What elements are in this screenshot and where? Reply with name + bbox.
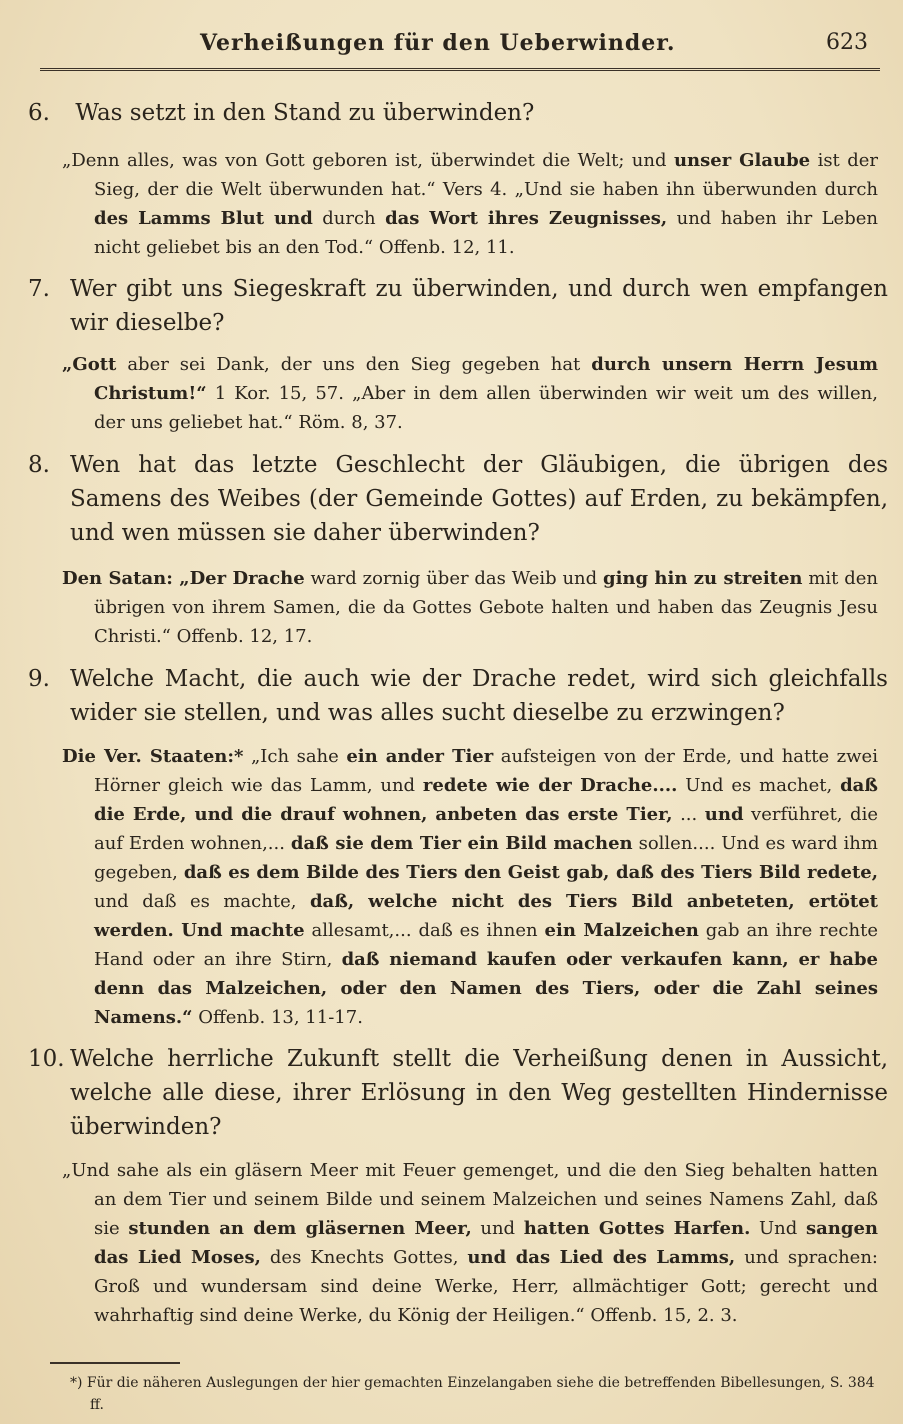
answer-text: und haben ihr Leben nicht geliebet bis an den Tod.“: [94, 208, 878, 258]
answer-text: des Knechts Gottes,: [269, 1247, 459, 1268]
answer-emphasis: sangen das Lied Moses,: [94, 1218, 878, 1268]
question-number: 8.: [28, 452, 50, 478]
answer-emphasis: redete wie der Drache....: [422, 775, 678, 796]
question-text: Wen hat das letzte Geschlecht der Gläubigen, die übrigen des Samens des Weibes (der Gemeinde Gottes) auf Erden, zu bekämpfen, und wen müssen sie daher überwinden?: [70, 452, 888, 546]
answer-text: „Aber in dem allen überwinden wir weit um des willen, der uns geliebet hat.“: [94, 383, 878, 433]
answer-emphasis: Den Satan: „Der Drache: [62, 568, 305, 589]
answer-text: ...: [680, 804, 698, 825]
question-number: 10.: [28, 1046, 65, 1072]
answer-text: sollen.... Und es ward ihm gegeben,: [94, 833, 878, 883]
question-text: Welche Macht, die auch wie der Drache redet, wird sich gleichfalls wider sie stellen, und was alles sucht dieselbe zu erzwingen?: [70, 666, 888, 726]
footnote: [50, 1372, 880, 1416]
page-header: [0, 24, 903, 64]
scripture-reference: Offenb. 15, 2. 3.: [590, 1305, 738, 1326]
answer-emphasis: Die Ver. Staaten:*: [62, 746, 244, 767]
answer-text: und daß es machte,: [94, 891, 297, 912]
answer-emphasis: daß es dem Bilde des Tiers den Geist gab, daß des Tiers Bild redete,: [183, 862, 878, 883]
answer-emphasis: daß, welche nicht des Tiers Bild anbeteten, ertötet werden. Und machte: [94, 891, 878, 941]
answer-text: allesamt,... daß es ihnen: [311, 920, 538, 941]
footnote-rule: [50, 1362, 180, 1364]
answer-emphasis: daß die Erde, und die drauf wohnen, anbeten das erste Tier,: [94, 775, 878, 825]
answer-emphasis: stunden an dem gläsernen Meer,: [128, 1218, 472, 1239]
page-number: 623: [826, 30, 868, 55]
question-text: Welche herrliche Zukunft stellt die Verheißung denen in Aussicht, welche alle diese, ihrer Erlösung in den Weg gestellten Hindernisse überwinden?: [70, 1046, 888, 1140]
answer-text: „Ich sahe: [250, 746, 339, 767]
answer-emphasis: hatten Gottes Harfen.: [523, 1218, 751, 1239]
question-7: [28, 272, 888, 340]
answer-text: durch: [322, 208, 376, 229]
answer-text: mit den übrigen von ihrem Samen, die da Gottes Gebote halten und haben das Zeugnis Jesu Christi.“: [94, 568, 878, 647]
question-8: [28, 448, 888, 550]
answer-8: [62, 564, 878, 651]
answer-emphasis: daß niemand kaufen oder verkaufen kann, er habe denn das Malzeichen, oder den Namen des Tiers, oder die Zahl seines Namens.“: [94, 949, 878, 1028]
question-text: Wer gibt uns Siegeskraft zu überwinden, und durch wen empfangen wir dieselbe?: [70, 276, 888, 336]
answer-text: Und es machet,: [685, 775, 833, 796]
answer-emphasis: und: [704, 804, 744, 825]
answer-text: aufsteigen von der Erde, und hatte zwei Hörner gleich wie das Lamm, und: [94, 746, 878, 796]
scripture-reference: Offenb. 12, 11.: [378, 237, 515, 258]
header-rule: [40, 68, 880, 71]
scripture-reference: Offenb. 13, 11-17.: [198, 1007, 363, 1028]
question-6: [28, 96, 888, 130]
answer-emphasis: unser Glaube: [673, 150, 811, 171]
answer-text: verführet, die auf Erden wohnen,...: [94, 804, 878, 854]
answer-text: „Denn alles, was von Gott geboren ist, überwindet die Welt; und: [62, 150, 667, 171]
question-number: 7.: [28, 276, 50, 302]
answer-text: ward zornig über das Weib und: [310, 568, 598, 589]
answer-text: aber sei Dank, der uns den Sieg gegeben hat: [127, 354, 581, 375]
answer-text: ist der Sieg, der die Welt überwunden hat.“ Vers 4. „Und sie haben ihn überwunden durch: [94, 150, 878, 200]
question-10: [28, 1042, 888, 1144]
answer-emphasis: durch unsern Herrn Jesum Christum!“: [94, 354, 878, 404]
answer-emphasis: ein Malzeichen: [544, 920, 699, 941]
answer-emphasis: des Lamms Blut und: [94, 208, 313, 229]
answer-text: und sprachen: Groß und wundersam sind deine Werke, Herr, allmächtiger Gott; gerecht und wahrhaftig sind deine Werke, du König der Heiligen.“: [94, 1247, 878, 1326]
answer-emphasis: ging hin zu streiten: [602, 568, 803, 589]
question-9: [28, 662, 888, 730]
answer-text: und: [480, 1218, 516, 1239]
answer-emphasis: „Gott: [62, 354, 117, 375]
question-number: 9.: [28, 666, 50, 692]
answer-text: gab an ihre rechte Hand oder an ihre Stirn,: [94, 920, 878, 970]
running-title: Verheißungen für den Ueberwinder.: [200, 30, 676, 56]
scripture-reference: Röm. 8, 37.: [298, 412, 403, 433]
question-number: 6.: [28, 100, 50, 126]
answer-emphasis: ein ander Tier: [346, 746, 494, 767]
answer-9: [62, 742, 878, 1032]
answer-6: [62, 146, 878, 262]
answer-7: [62, 350, 878, 437]
footnote-text: *) Für die näheren Auslegungen der hier gemachten Einzelangaben siehe die betreffenden Bibellesungen, S. 384 ff.: [70, 1375, 875, 1413]
answer-emphasis: das Wort ihres Zeugnisses,: [385, 208, 668, 229]
answer-10: [62, 1156, 878, 1330]
question-text: Was setzt in den Stand zu überwinden?: [75, 100, 535, 126]
answer-text: „Und sahe als ein gläsern Meer mit Feuer gemenget, und die den Sieg behalten hatten an dem Tier und seinem Bilde und seinem Malzeichen und seines Namens Zahl, daß sie: [62, 1160, 878, 1239]
answer-emphasis: daß sie dem Tier ein Bild machen: [290, 833, 633, 854]
scripture-reference: 1 Kor. 15, 57.: [214, 383, 344, 404]
answer-text: Und: [759, 1218, 798, 1239]
answer-emphasis: und das Lied des Lamms,: [467, 1247, 736, 1268]
scripture-reference: Offenb. 12, 17.: [176, 626, 313, 647]
